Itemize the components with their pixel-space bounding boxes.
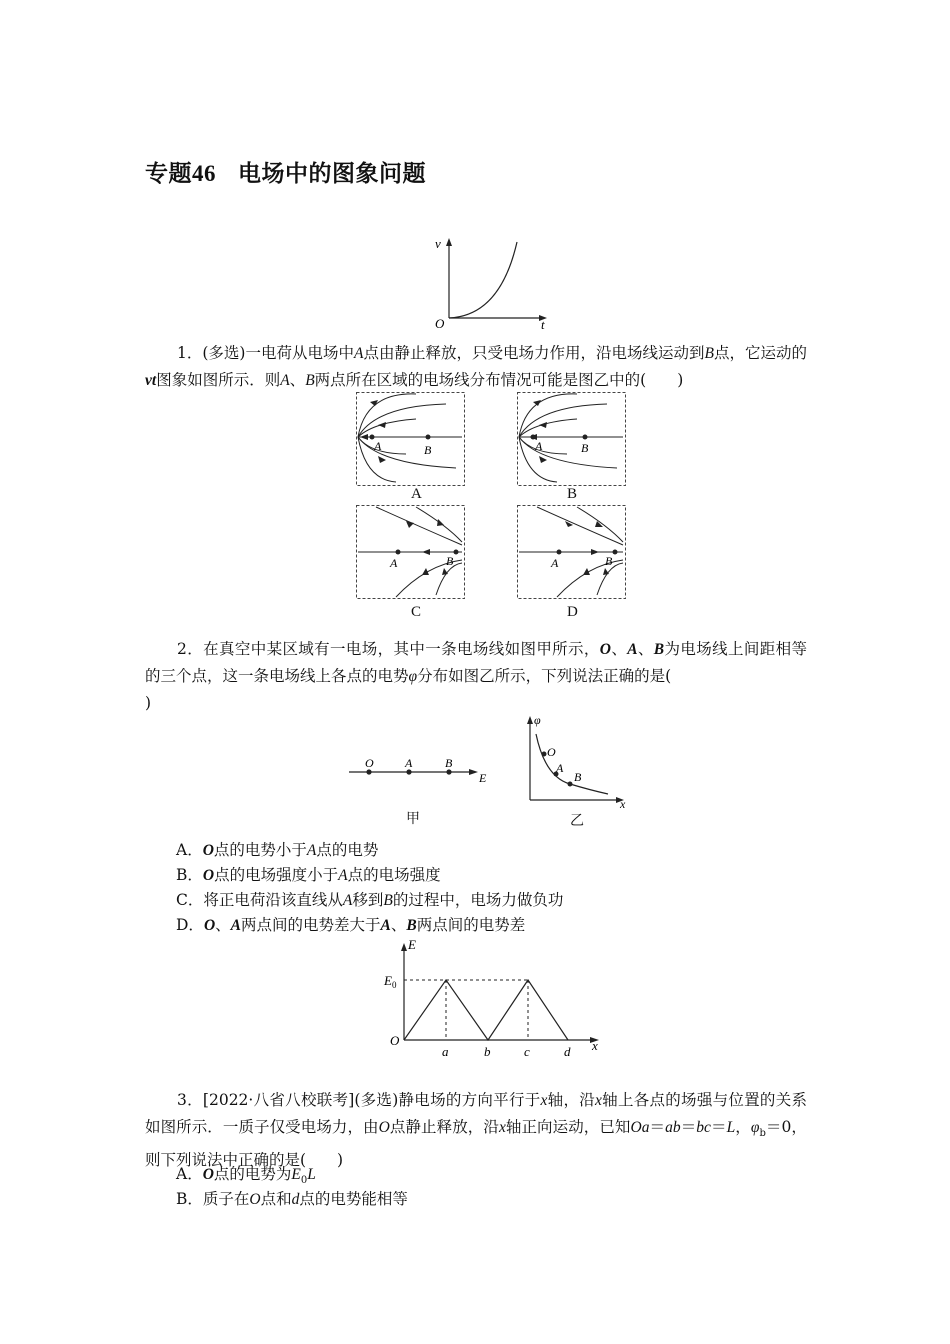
q2-sep2: 、 bbox=[637, 640, 654, 658]
q3-number: 3． bbox=[177, 1091, 203, 1109]
jia-point-o: O bbox=[365, 756, 374, 770]
panel-b-caption: B bbox=[567, 486, 578, 502]
q3-option-b-t0: 质子在 bbox=[202, 1190, 250, 1208]
q2-option-d-p4: B bbox=[406, 917, 417, 934]
ex-e0-label bbox=[383, 973, 397, 990]
q2-number: 2． bbox=[177, 640, 204, 658]
q3-text-e: 轴正向运动，已知 bbox=[505, 1118, 631, 1136]
q2-option-b-p2: A bbox=[338, 867, 348, 884]
panel-a-point-a: A bbox=[374, 439, 382, 453]
question-1 bbox=[145, 340, 807, 394]
ex-tick-b: b bbox=[484, 1044, 491, 1059]
q1-panel-a bbox=[356, 392, 466, 488]
q3-text-a: 静电场的方向平行于 bbox=[398, 1091, 541, 1109]
jia-e-label: E bbox=[479, 771, 487, 785]
q2-text-a: 在真空中某区域有一电场，其中一条电场线如图甲所示， bbox=[203, 640, 600, 658]
q1-panel-b bbox=[517, 392, 627, 488]
origin-label: O bbox=[435, 316, 445, 331]
q3-eq3: ＝ bbox=[710, 1118, 727, 1136]
q1-text-b: 点由静止释放，只受电场力作用，沿电场线运动到 bbox=[363, 344, 705, 362]
ex-tick-d: d bbox=[564, 1044, 571, 1059]
yi-caption: 乙 bbox=[570, 813, 584, 829]
q3-x1: x bbox=[540, 1092, 548, 1109]
q3-option-b-t1: 点和 bbox=[260, 1190, 292, 1208]
q3-oa: Oa bbox=[630, 1119, 650, 1136]
title-main: 电场中的图象问题 bbox=[238, 160, 426, 187]
q2-text-b: 为电场线上间距相等的三个点，这一条电场线上各点的电势 bbox=[145, 640, 807, 685]
q3-text-b: 轴，沿 bbox=[547, 1091, 595, 1109]
ex-e0-sub: 0 bbox=[391, 980, 397, 990]
panel-c-point-b: B bbox=[446, 554, 454, 568]
ex-e0-main: E bbox=[384, 973, 392, 988]
q2-point-o: O bbox=[599, 641, 611, 658]
panel-b-point-a: A bbox=[535, 439, 543, 453]
q3-option-a-t1: 点的电势为 bbox=[213, 1165, 292, 1183]
q1-point-b2: B bbox=[305, 372, 315, 389]
q1-number: 1． bbox=[177, 344, 203, 362]
q2-option-a-t1: 点的电势小于 bbox=[213, 841, 307, 859]
q2-option-c-letter: C． bbox=[176, 891, 204, 909]
q3-eq2: ＝ bbox=[680, 1118, 697, 1136]
q3-option-a-p1: O bbox=[202, 1166, 214, 1183]
panel-a-point-b: B bbox=[424, 443, 432, 457]
q1-text-a: 一电荷从电场中 bbox=[245, 344, 354, 362]
q2-option-d-p1: O bbox=[203, 917, 216, 934]
q3-option-a-p2: E bbox=[291, 1166, 301, 1183]
q2-phi: φ bbox=[408, 668, 418, 685]
panel-c-caption: C bbox=[411, 604, 422, 620]
title-number: 46 bbox=[192, 161, 216, 186]
q2-option-d-s2: 、 bbox=[390, 916, 407, 934]
q2-point-b: B bbox=[653, 641, 665, 658]
q2-option-a-letter: A． bbox=[176, 841, 203, 859]
q1-panel-d bbox=[517, 505, 627, 601]
q2-option-b-t2: 点的电场强度 bbox=[347, 866, 441, 884]
q1-text-d: 图象如图所示．则 bbox=[156, 371, 281, 389]
q2-option-c-p1: A bbox=[342, 892, 353, 909]
q1-point-a: A bbox=[354, 345, 364, 362]
title-prefix: 专题 bbox=[145, 160, 192, 187]
q2-option-d-letter: D． bbox=[176, 916, 204, 934]
q2-option-c-t0: 将正电荷沿该直线从 bbox=[203, 891, 343, 909]
q3-point-o: O bbox=[378, 1119, 390, 1136]
q3-source: [2022·八省八校联考] bbox=[202, 1091, 355, 1109]
q2-close: ) bbox=[145, 694, 152, 712]
page-title bbox=[145, 155, 426, 188]
jia-point-a: A bbox=[405, 756, 413, 770]
q2-figure-yi bbox=[520, 712, 640, 812]
yi-point-a: A bbox=[556, 761, 564, 775]
ex-x-label: x bbox=[592, 1038, 598, 1053]
q2-option-b-t1: 点的电场强度小于 bbox=[214, 866, 339, 884]
q3-tag: (多选) bbox=[354, 1091, 399, 1109]
q1-vt: vt bbox=[145, 372, 157, 389]
q1-text-c: 点，它运动的 bbox=[713, 344, 807, 362]
q3-eq4: ＝0，则下列说法中正确的是( ) bbox=[145, 1118, 807, 1170]
q2-option-d-t1: 两点间的电势差大于 bbox=[241, 916, 381, 934]
q3-option-a-p3: L bbox=[307, 1166, 316, 1183]
q2-option-c-p2: B bbox=[383, 892, 393, 909]
q3-x2: x bbox=[595, 1092, 602, 1109]
q3-eq1: ＝ bbox=[649, 1118, 666, 1136]
q3-option-b-p1: O bbox=[249, 1191, 261, 1208]
q3-option-b-letter: B． bbox=[176, 1190, 203, 1208]
yi-x-label: x bbox=[620, 797, 626, 811]
q1-vt-graph bbox=[425, 232, 555, 332]
yi-point-b: B bbox=[574, 770, 582, 784]
panel-b-point-b: B bbox=[581, 441, 589, 455]
q2-option-a-t2: 点的电势 bbox=[316, 841, 379, 859]
q1-point-a2: A bbox=[280, 372, 290, 389]
q2-point-a: A bbox=[627, 641, 638, 658]
q2-option-a-p2: A bbox=[306, 842, 317, 859]
q1-tag: (多选) bbox=[202, 344, 246, 362]
q2-option-d-s1: 、 bbox=[215, 916, 231, 934]
q2-option-b[interactable] bbox=[176, 862, 441, 889]
q3-option-a-sub: 0 bbox=[300, 1175, 308, 1187]
panel-a-caption: A bbox=[411, 486, 422, 502]
v-axis-label: v bbox=[435, 236, 441, 251]
q3-ex-graph bbox=[380, 935, 610, 1060]
q3-option-b-t2: 点的电势能相等 bbox=[299, 1190, 408, 1208]
q2-option-d-t2: 两点间的电势差 bbox=[416, 916, 526, 934]
q1-sep: 、 bbox=[289, 371, 306, 389]
q3-text-d: 点静止释放，沿 bbox=[389, 1118, 499, 1136]
q1-text-e: 两点所在区域的电场线分布情况可能是图乙中的( ) bbox=[314, 371, 684, 389]
q3-l: L bbox=[726, 1119, 736, 1136]
q2-option-d-p3: A bbox=[380, 917, 391, 934]
question-2 bbox=[145, 636, 807, 716]
q3-option-a-letter: A． bbox=[176, 1165, 203, 1183]
q2-option-b-letter: B． bbox=[176, 866, 203, 884]
q3-text-c: 轴上各点的场强与位置的关系如图所示．一质子仅受电场力，由 bbox=[145, 1091, 807, 1136]
q3-phib-sub: b bbox=[759, 1128, 766, 1140]
ex-origin-label: O bbox=[390, 1033, 400, 1048]
q3-comma: ， bbox=[735, 1118, 751, 1136]
ex-e-label: E bbox=[408, 937, 416, 952]
ex-tick-c: c bbox=[524, 1044, 530, 1059]
q2-option-d-p2: A bbox=[230, 917, 241, 934]
q2-sep1: 、 bbox=[610, 640, 628, 658]
q2-option-c[interactable] bbox=[176, 887, 563, 914]
q2-option-c-t1: 移到 bbox=[352, 891, 384, 909]
q1-point-b: B bbox=[704, 345, 714, 362]
q3-option-b-p2: d bbox=[291, 1191, 300, 1208]
q2-option-a[interactable] bbox=[176, 837, 378, 864]
ex-tick-a: a bbox=[442, 1044, 449, 1059]
jia-caption: 甲 bbox=[406, 811, 420, 827]
panel-d-caption: D bbox=[567, 604, 578, 620]
q3-ab: ab bbox=[665, 1119, 681, 1136]
jia-point-b: B bbox=[445, 756, 453, 770]
q2-option-c-t2: 的过程中，电场力做负功 bbox=[392, 891, 564, 909]
yi-phi-label: φ bbox=[534, 713, 541, 727]
q3-phib: φ bbox=[750, 1119, 760, 1136]
q1-panel-c bbox=[356, 505, 466, 601]
yi-point-o: O bbox=[547, 745, 556, 759]
q3-x3: x bbox=[498, 1119, 506, 1136]
q2-figure-jia bbox=[345, 752, 495, 792]
panel-d-point-b: B bbox=[605, 554, 613, 568]
q2-text-c: 分布如图乙所示，下列说法正确的是( bbox=[417, 667, 672, 685]
t-axis-label: t bbox=[541, 317, 545, 332]
q2-option-a-p1: O bbox=[202, 842, 214, 859]
panel-c-point-a: A bbox=[390, 556, 398, 570]
q3-option-b[interactable] bbox=[176, 1186, 408, 1213]
q2-option-b-p1: O bbox=[202, 867, 215, 884]
q3-bc: bc bbox=[696, 1119, 711, 1136]
panel-d-point-a: A bbox=[551, 556, 559, 570]
